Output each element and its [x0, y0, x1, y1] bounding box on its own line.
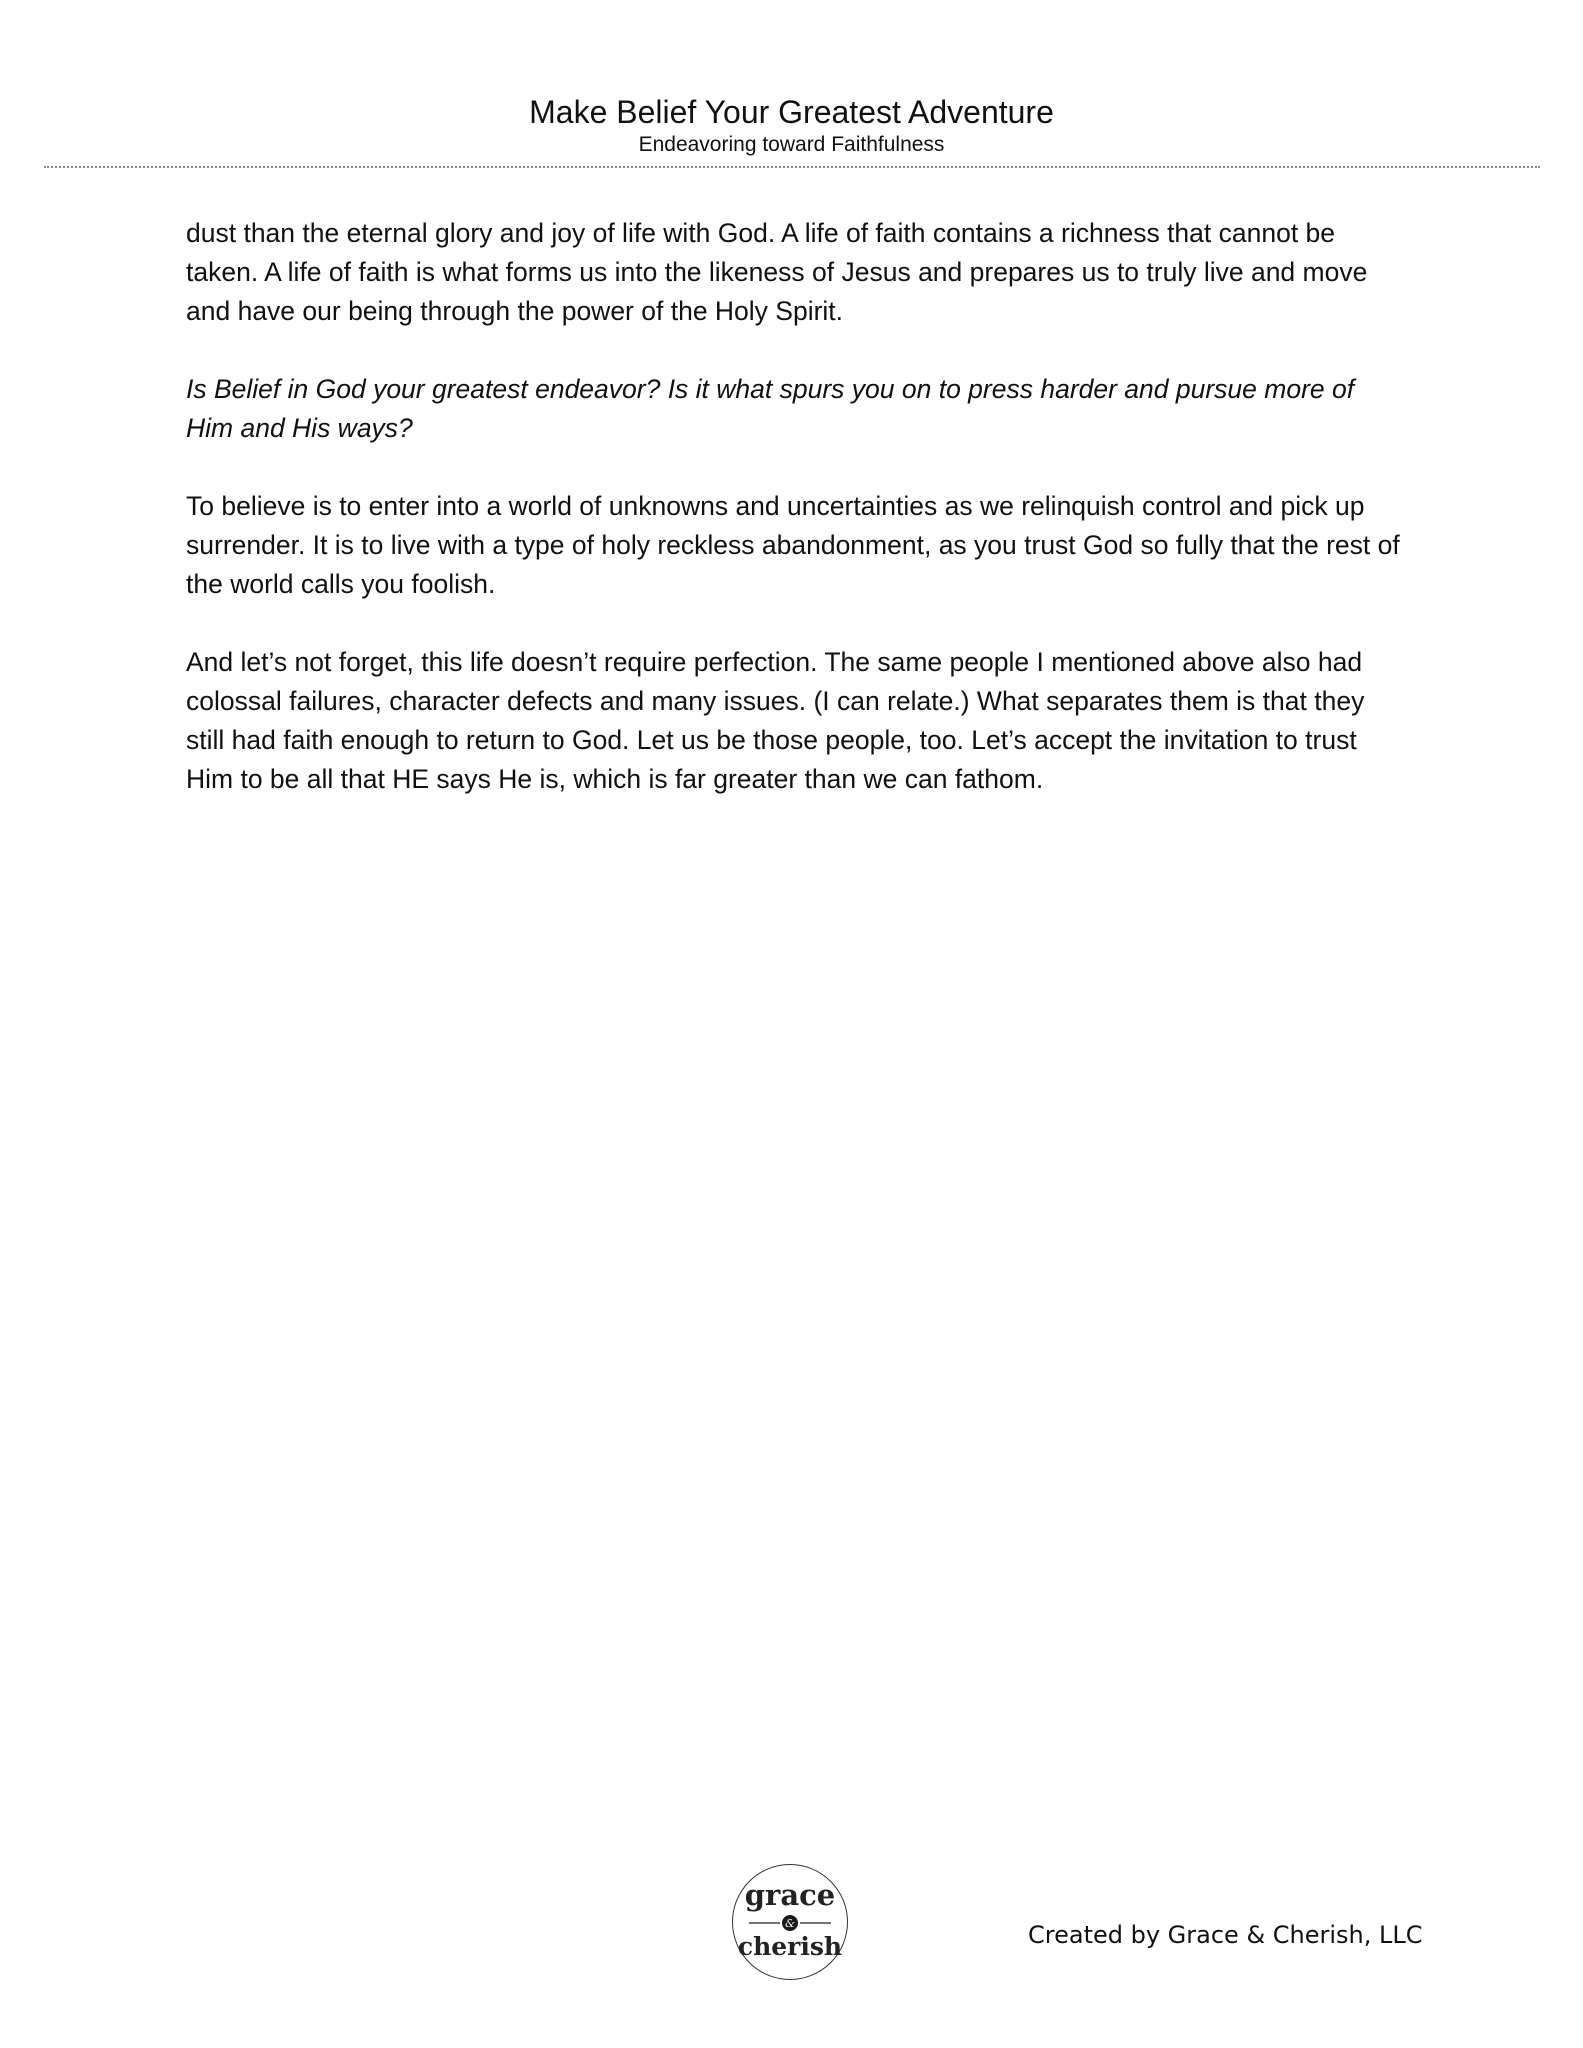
logo-ampersand-divider-icon [747, 1914, 833, 1932]
paragraph-4: And let’s not forget, this life doesn’t require perfection. The same people I mentioned above also had colossal failures, character defects and many issues. (I can relate.) What separates them is that they still had faith enough to return to God. Let us be those people, too. Let’s accept the invitation to trust Him to be all that HE says He is, which is far greater than we can fathom. [186, 647, 1365, 794]
footer-credit: Created by Grace & Cherish, LLC [1028, 1921, 1423, 1949]
dotted-divider [44, 166, 1540, 168]
paragraph-3: To believe is to enter into a world of unknowns and uncertainties as we relinquish control and pick up surrender. It is to live with a type of holy reckless abandonment, as you trust God so fully that the rest of the world calls you foolish. [186, 491, 1400, 599]
logo-ampersand: & [785, 1917, 795, 1930]
paragraph-1: dust than the eternal glory and joy of life with God. A life of faith contains a richness that cannot be taken. A life of faith is what forms us into the likeness of Jesus and prepares us to truly live and move and have our being through the power of the Holy Spirit. [186, 218, 1368, 326]
document-body [186, 214, 1406, 838]
page-header [0, 92, 1583, 158]
logo-word-cherish: cherish [737, 1932, 843, 1961]
paragraph-2-question: Is Belief in God your greatest endeavor? Is it what spurs you on to press harder and pursue more of Him and His ways? [186, 374, 1355, 443]
document-subtitle: Endeavoring toward Faithfulness [638, 133, 945, 156]
logo-word-grace: grace [744, 1878, 836, 1912]
document-title: Make Belief Your Greatest Adventure [529, 94, 1054, 130]
grace-cherish-logo [732, 1864, 848, 1980]
